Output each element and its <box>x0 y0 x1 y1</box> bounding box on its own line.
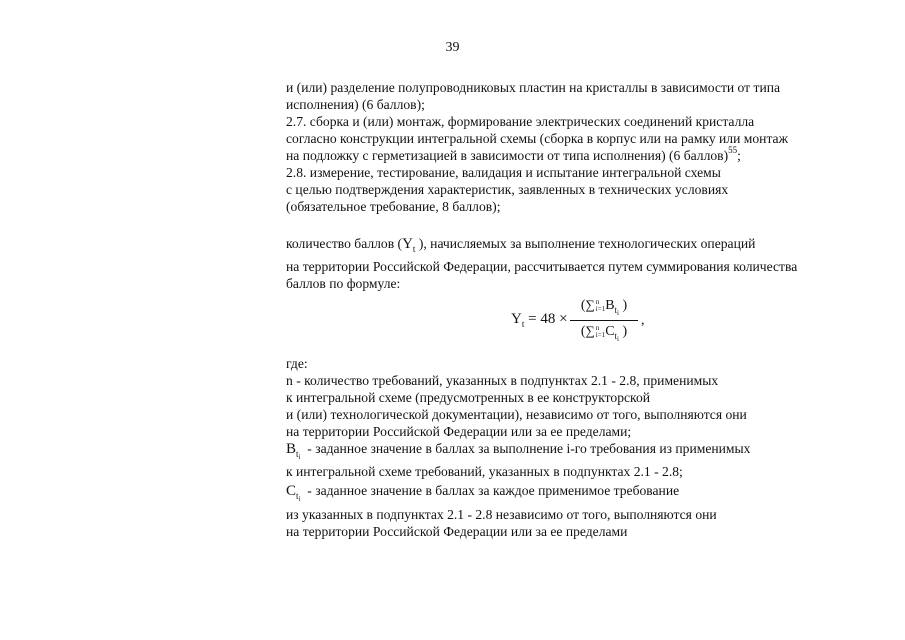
symbol-y: Y <box>402 236 413 252</box>
text-line: (обязательное требование, 8 баллов); <box>286 199 501 214</box>
text-line: из указанных в подпунктах 2.1 - 2.8 независимо от того, выполняются они <box>286 507 717 522</box>
upper-limit: n <box>595 323 600 332</box>
text-line: 2.8. измерение, тестирование, валидация и испытание интегральной схемы <box>286 165 721 180</box>
text-span: ; <box>737 148 741 163</box>
formula-operator: = 48 × <box>528 311 568 327</box>
text-span: количество баллов ( <box>286 236 403 251</box>
text-line: n - количество требований, указанных в подпунктах 2.1 - 2.8, применимых <box>286 373 719 388</box>
text-line: с целью подтверждения характеристик, заявленных в технических условиях <box>286 182 729 197</box>
subsubscript: i <box>298 453 301 461</box>
text-line: согласно конструкции интегральной схемы (сборка в корпус или на рамку или монтаж <box>286 131 788 146</box>
text-line: на территории Российской Федерации или за ее пределами; <box>286 424 632 439</box>
paren: ( <box>580 298 586 313</box>
page-number: 39 <box>445 40 460 55</box>
formula-symbol: B <box>605 298 615 313</box>
lower-limit: i=1 <box>595 330 606 339</box>
text-line: к интегральной схеме требований, указанных в подпунктах 2.1 - 2.8; <box>286 464 683 479</box>
fraction-bar <box>570 320 638 321</box>
paren: ( <box>580 324 586 339</box>
text-line-with-footnote <box>286 147 741 164</box>
text-line: к интегральной схеме (предусмотренных в ее конструкторской <box>286 390 651 405</box>
sigma-icon: ∑ <box>585 323 595 338</box>
text-line: и (или) технологической документации), независимо от того, выполняются они <box>286 407 747 422</box>
text-line: на территории Российской Федерации, рассчитывается путем суммирования количества <box>286 259 798 274</box>
formula-subscript: t <box>521 319 525 329</box>
paren: ) <box>622 324 628 339</box>
formula-lhs <box>511 311 568 328</box>
text-span: на подложку с герметизацией в зависимости от типа исполнения) (6 баллов) <box>286 148 729 163</box>
formula-symbol: C <box>605 324 615 339</box>
paren: ) <box>622 298 628 313</box>
text-line: 2.7. сборка и (или) монтаж, формирование электрических соединений кристалла <box>286 114 755 129</box>
text-span: ), начисляемых за выполнение технологических операций <box>418 236 756 251</box>
text-span: - заданное значение в баллах за выполнение i-го требования из применимых <box>307 441 751 456</box>
formula-comma: , <box>641 313 645 328</box>
subscript: t <box>412 244 416 254</box>
symbol-c: C <box>286 483 297 499</box>
footnote-ref: 55 <box>728 145 738 156</box>
subsubscript: i <box>298 495 301 503</box>
text-line: баллов по формуле: <box>286 276 401 291</box>
formula-symbol: Y <box>511 311 522 327</box>
subscript: t <box>296 491 299 501</box>
sum-limits <box>596 325 605 339</box>
symbol-b: B <box>286 441 297 457</box>
sigma-icon: ∑ <box>585 297 595 312</box>
formula-subscript: t <box>614 305 618 315</box>
formula-subsubscript: i <box>617 335 619 343</box>
formula-subscript: t <box>614 331 618 341</box>
formula-denominator <box>570 323 638 343</box>
sum-limits <box>596 299 605 313</box>
formula <box>511 297 671 343</box>
text-line: и (или) разделение полупроводниковых пластин на кристаллы в зависимости от типа <box>286 80 781 95</box>
text-line <box>286 482 679 502</box>
text-line <box>286 440 750 460</box>
subscript: t <box>296 449 299 459</box>
text-line: исполнения) (6 баллов); <box>286 97 425 112</box>
text-line <box>286 235 755 254</box>
text-line: на территории Российской Федерации или за ее пределами <box>286 524 628 539</box>
upper-limit: n <box>595 297 600 306</box>
lower-limit: i=1 <box>595 304 606 313</box>
formula-subsubscript: i <box>617 309 619 317</box>
text-span: - заданное значение в баллах за каждое применимое требование <box>307 483 680 498</box>
text-line: где: <box>286 356 308 371</box>
formula-numerator <box>570 297 638 317</box>
